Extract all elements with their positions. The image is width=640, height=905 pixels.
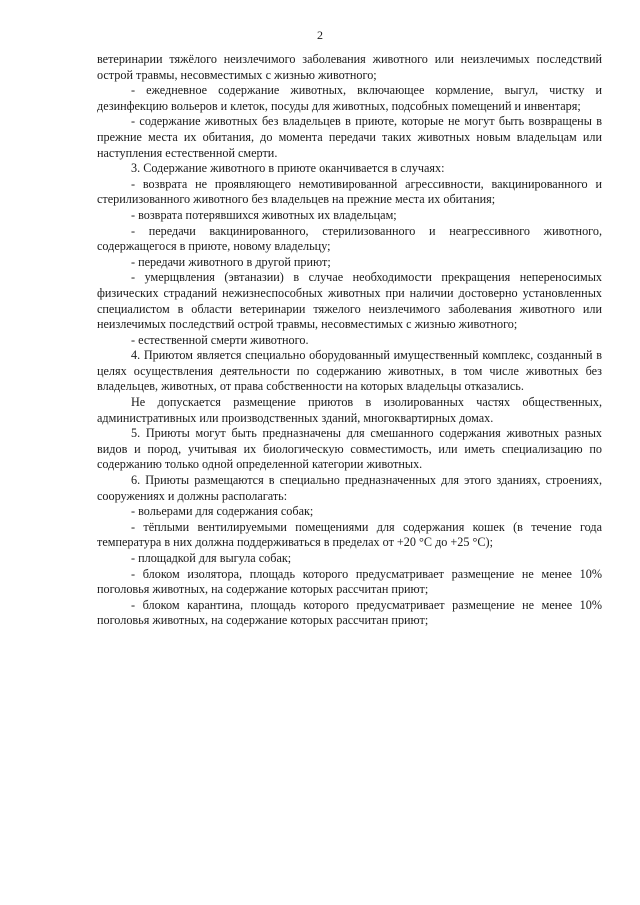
paragraph-3: - содержание животных без владельцев в приюте, которые не могут быть возвращены в прежние места их обитания, до момента передачи таких животных новым владельцам или наступления естественной смерти. [97,114,602,160]
paragraph-19: - блоком карантина, площадь которого предусматривает размещение не менее 10% поголовья животных, на содержание которых рассчитан приют; [97,597,602,628]
paragraph-4: 3. Содержание животного в приюте оканчивается в случаях: [131,161,445,176]
paragraph-2: - ежедневное содержание животных, включающее кормление, выгул, чистку и дезинфекцию вольеров и клеток, посуды для животных, подсобных помещений и инвентаря; [97,83,602,113]
paragraph-11: 4. Приютом является специально оборудованный имущественный комплекс, созданный в целях осуществления деятельности по содержанию животных, в том числе животных без владельцев, животных, от права собственности на которых владельцы отказались. [97,348,602,394]
paragraph-16: - тёплыми вентилируемыми помещениями для содержания кошек (в течение года температура в них должна поддерживаться в пределах от +20 °С до +25 °С); [97,519,602,550]
paragraph-17: - площадкой для выгула собак; [131,551,292,565]
paragraph-1: ветеринарии тяжёлого неизлечимого заболевания животного или неизлечимых последствий острой травмы, несовместимых с жизнью животного; [97,52,602,82]
paragraph-15: - вольерами для содержания собак; [131,504,314,519]
paragraph-9: - умерщвления (эвтаназии) в случае необходимости прекращения непереносимых физических страданий нежизнеспособных животных при наличии достоверно установленных специалистом в области ветеринарии тяжелого неизлечимого заболевания животного или неизлечимых последствий острой травмы, несовместимых с жизнью животного; [97,270,602,332]
paragraph-10: - естественной смерти животного. [131,332,309,347]
paragraph-5: - возврата не проявляющего немотивированной агрессивности, вакцинированного и стерилизованного животного без владельцев на прежние места их обитания; [97,176,602,207]
paragraph-18: - блоком изолятора, площадь которого предусматривает размещение не менее 10% поголовья животных, на содержание которых рассчитан приют; [97,566,602,597]
paragraph-13: 5. Приюты могут быть предназначены для смешанного содержания животных разных видов и пород, учитывая их биологическую совместимость, или иметь специализацию по содержанию только одной определенной категории животных. [97,426,602,472]
document-body [97,52,602,629]
paragraph-12: Не допускается размещение приютов в изолированных частях общественных, административных или производственных зданий, многоквартирных домах. [97,395,602,425]
paragraph-7: - передачи вакцинированного, стерилизованного и неагрессивного животного, содержащегося в приюте, новому владельцу; [97,223,602,254]
paragraph-8: - передачи животного в другой приют; [131,254,331,269]
paragraph-6: - возврата потерявшихся животных их владельцам; [131,207,397,222]
page-number: 2 [317,28,323,42]
paragraph-14: 6. Приюты размещаются в специально предназначенных для этого зданиях, строениях, сооружениях и должны располагать: [97,473,602,503]
